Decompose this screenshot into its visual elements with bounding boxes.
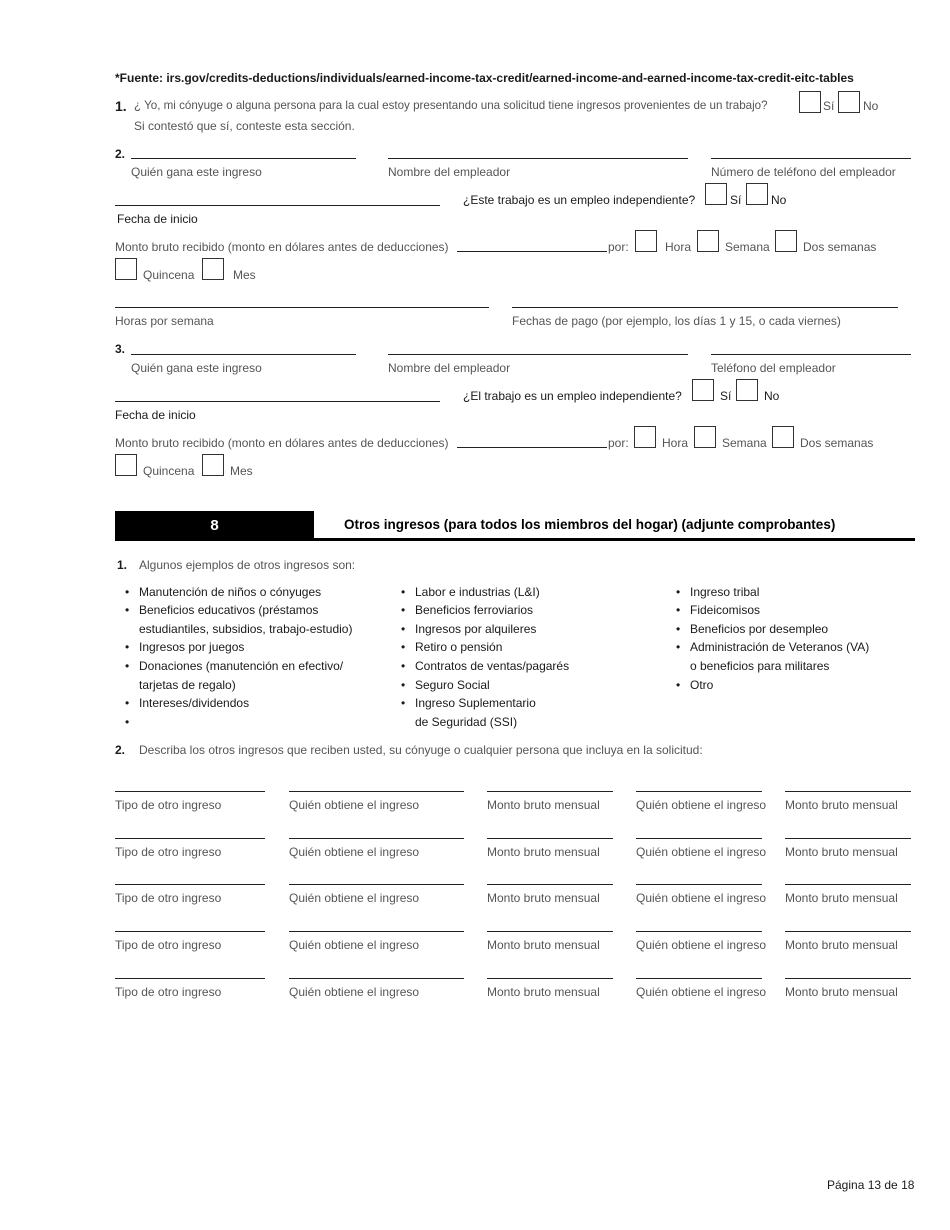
- income-who-2-label: Quién obtiene el ingreso: [636, 798, 767, 812]
- job2-start-date-field[interactable]: [115, 401, 440, 402]
- job2-month-label: Mes: [230, 464, 253, 478]
- income-who-label: Quién obtiene el ingreso: [289, 985, 420, 999]
- list-item: • Administración de Veteranos (VA): [676, 640, 870, 654]
- income-who-2-label: Quién obtiene el ingreso: [636, 938, 767, 952]
- job1-who-label: Quién gana este ingreso: [131, 165, 262, 179]
- section-8-title: Otros ingresos (para todos los miembros del hogar) (adjunte comprobantes): [344, 517, 836, 532]
- income-who-field[interactable]: [289, 978, 464, 979]
- job2-self-employed-question: ¿El trabajo es un empleo independiente?: [463, 389, 682, 403]
- job2-self-no-checkbox[interactable]: [736, 379, 758, 401]
- job2-hour-label: Hora: [662, 436, 689, 450]
- income-amount-label: Monto bruto mensual: [487, 845, 600, 859]
- income-who-2-label: Quién obtiene el ingreso: [636, 891, 767, 905]
- job2-who-field[interactable]: [131, 354, 356, 355]
- list-item: • Beneficios educativos (préstamos: [125, 603, 319, 617]
- job1-pay-dates-label: Fechas de pago (por ejemplo, los días 1 y 15, o cada viernes): [512, 314, 841, 328]
- job1-biweekly-label: Quincena: [143, 268, 195, 282]
- job2-hour-checkbox[interactable]: [634, 426, 656, 448]
- income-who-field[interactable]: [289, 931, 464, 932]
- job1-hours-field[interactable]: [115, 307, 489, 308]
- income-type-label: Tipo de otro ingreso: [115, 845, 222, 859]
- income-who-2-field[interactable]: [636, 978, 762, 979]
- income-amount-2-field[interactable]: [785, 978, 911, 979]
- q1-no-label: No: [863, 99, 879, 113]
- income-amount-2-label: Monto bruto mensual: [785, 938, 898, 952]
- income-amount-label: Monto bruto mensual: [487, 985, 600, 999]
- income-who-label: Quién obtiene el ingreso: [289, 891, 420, 905]
- income-amount-2-field[interactable]: [785, 884, 911, 885]
- job2-employer-field[interactable]: [388, 354, 688, 355]
- list-item: estudiantiles, subsidios, trabajo-estudio): [139, 622, 353, 636]
- list-item: • Ingreso tribal: [676, 585, 760, 599]
- job2-per-label: por:: [608, 436, 629, 450]
- job2-week-checkbox[interactable]: [694, 426, 716, 448]
- job1-employer-label: Nombre del empleador: [388, 165, 511, 179]
- income-who-field[interactable]: [289, 791, 464, 792]
- s8-q1-text: Algunos ejemplos de otros ingresos son:: [139, 558, 356, 572]
- q1-question: ¿ Yo, mi cónyuge o alguna persona para la cual estoy presentando una solicitud tiene ingresos provenientes de un trabajo?: [134, 99, 768, 112]
- job1-week-label: Semana: [725, 240, 770, 254]
- job1-hours-label: Horas por semana: [115, 314, 214, 328]
- job1-hour-checkbox[interactable]: [635, 230, 657, 252]
- job2-start-date-label: Fecha de inicio: [115, 408, 196, 422]
- income-amount-field[interactable]: [487, 791, 613, 792]
- page-number: Página 13 de 18: [827, 1178, 915, 1192]
- job1-self-no-label: No: [771, 193, 787, 207]
- job1-gross-label: Monto bruto recibido (monto en dólares antes de deducciones): [115, 240, 449, 254]
- income-amount-2-label: Monto bruto mensual: [785, 845, 898, 859]
- income-type-field[interactable]: [115, 838, 265, 839]
- q1-yes-label: Sí: [823, 99, 835, 113]
- income-who-2-field[interactable]: [636, 884, 762, 885]
- income-who-2-label: Quién obtiene el ingreso: [636, 985, 767, 999]
- s8-q2-text: Describa los otros ingresos que reciben usted, su cónyuge o cualquier persona que incluya en la solicitud:: [139, 743, 703, 757]
- list-item: • Ingreso Suplementario: [401, 696, 536, 710]
- income-who-2-field[interactable]: [636, 931, 762, 932]
- list-item: • Beneficios por desempleo: [676, 622, 829, 636]
- job1-self-yes-label: Sí: [730, 193, 742, 207]
- job1-self-employed-question: ¿Este trabajo es un empleo independiente?: [463, 193, 696, 207]
- job1-number: 2.: [115, 147, 126, 161]
- income-type-label: Tipo de otro ingreso: [115, 798, 222, 812]
- list-item: • Otro: [676, 678, 714, 692]
- job2-self-yes-checkbox[interactable]: [692, 379, 714, 401]
- job1-who-field[interactable]: [131, 158, 356, 159]
- income-type-label: Tipo de otro ingreso: [115, 938, 222, 952]
- list-item: • Ingresos por juegos: [125, 640, 245, 654]
- income-amount-field[interactable]: [487, 978, 613, 979]
- job2-biweekly-label: Quincena: [143, 464, 195, 478]
- income-amount-2-label: Monto bruto mensual: [785, 985, 898, 999]
- list-item: • Retiro o pensión: [401, 640, 503, 654]
- job1-self-no-checkbox[interactable]: [746, 183, 768, 205]
- q1-yes-checkbox[interactable]: [799, 91, 821, 113]
- income-amount-2-field[interactable]: [785, 791, 911, 792]
- list-item: de Seguridad (SSI): [415, 715, 518, 729]
- job2-two-weeks-label: Dos semanas: [800, 436, 874, 450]
- q1-followup: Si contestó que sí, conteste esta sección.: [134, 119, 355, 133]
- source-label: *Fuente:: [115, 71, 163, 85]
- income-amount-2-label: Monto bruto mensual: [785, 891, 898, 905]
- income-who-label: Quién obtiene el ingreso: [289, 938, 420, 952]
- income-amount-2-label: Monto bruto mensual: [785, 798, 898, 812]
- job2-phone-field[interactable]: [711, 354, 911, 355]
- list-item: • Seguro Social: [401, 678, 490, 692]
- job2-gross-label: Monto bruto recibido (monto en dólares antes de deducciones): [115, 436, 449, 450]
- income-who-2-label: Quién obtiene el ingreso: [636, 845, 767, 859]
- job2-two-weeks-checkbox[interactable]: [772, 426, 794, 448]
- list-item: • Contratos de ventas/pagarés: [401, 659, 570, 673]
- income-amount-field[interactable]: [487, 884, 613, 885]
- job1-start-date-field[interactable]: [115, 205, 440, 206]
- source-url: irs.gov/credits-deductions/individuals/earned-income-tax-credit/earned-income-and-earned-income-tax-credit-eitc-tables: [166, 71, 854, 85]
- income-amount-field[interactable]: [487, 931, 613, 932]
- list-item: tarjetas de regalo): [139, 678, 236, 692]
- list-item: o beneficios para militares: [690, 659, 830, 673]
- job1-phone-label: Número de teléfono del empleador: [711, 165, 896, 179]
- income-amount-label: Monto bruto mensual: [487, 798, 600, 812]
- list-item: • Intereses/dividendos: [125, 696, 250, 710]
- job1-phone-field[interactable]: [711, 158, 911, 159]
- list-item: •: [125, 715, 130, 729]
- job1-week-checkbox[interactable]: [697, 230, 719, 252]
- income-type-label: Tipo de otro ingreso: [115, 985, 222, 999]
- job1-biweekly-checkbox[interactable]: [115, 258, 137, 280]
- job2-number: 3.: [115, 342, 126, 356]
- income-who-field[interactable]: [289, 838, 464, 839]
- source-line: [115, 71, 854, 85]
- job1-hour-label: Hora: [665, 240, 692, 254]
- income-type-field[interactable]: [115, 884, 265, 885]
- income-who-2-field[interactable]: [636, 791, 762, 792]
- income-who-2-field[interactable]: [636, 838, 762, 839]
- list-item: • Fideicomisos: [676, 603, 761, 617]
- job2-biweekly-checkbox[interactable]: [115, 454, 137, 476]
- list-item: • Donaciones (manutención en efectivo/: [125, 659, 344, 673]
- job2-gross-field[interactable]: [457, 447, 607, 448]
- q1-number: 1.: [115, 98, 127, 114]
- job1-gross-field[interactable]: [457, 251, 607, 252]
- job2-week-label: Semana: [722, 436, 767, 450]
- job1-self-yes-checkbox[interactable]: [705, 183, 727, 205]
- job2-self-no-label: No: [764, 389, 780, 403]
- list-item: • Labor e industrias (L&I): [401, 585, 540, 599]
- list-item: • Beneficios ferroviarios: [401, 603, 534, 617]
- list-item: • Manutención de niños o cónyuges: [125, 585, 322, 599]
- income-type-field[interactable]: [115, 931, 265, 932]
- income-amount-label: Monto bruto mensual: [487, 938, 600, 952]
- job1-two-weeks-label: Dos semanas: [803, 240, 877, 254]
- income-amount-2-field[interactable]: [785, 838, 911, 839]
- s8-q1-number: 1.: [117, 558, 128, 572]
- income-type-field[interactable]: [115, 791, 265, 792]
- job2-phone-label: Teléfono del empleador: [711, 361, 836, 375]
- income-type-field[interactable]: [115, 978, 265, 979]
- job2-employer-label: Nombre del empleador: [388, 361, 511, 375]
- job2-self-yes-label: Sí: [720, 389, 732, 403]
- income-who-label: Quién obtiene el ingreso: [289, 845, 420, 859]
- job1-per-label: por:: [608, 240, 629, 254]
- job1-pay-dates-field[interactable]: [512, 307, 898, 308]
- income-who-label: Quién obtiene el ingreso: [289, 798, 420, 812]
- income-amount-label: Monto bruto mensual: [487, 891, 600, 905]
- job2-who-label: Quién gana este ingreso: [131, 361, 262, 375]
- income-amount-2-field[interactable]: [785, 931, 911, 932]
- job1-month-checkbox[interactable]: [202, 258, 224, 280]
- job1-month-label: Mes: [233, 268, 256, 282]
- income-type-label: Tipo de otro ingreso: [115, 891, 222, 905]
- job1-start-date-label: Fecha de inicio: [117, 212, 198, 226]
- job2-month-checkbox[interactable]: [202, 454, 224, 476]
- job1-employer-field[interactable]: [388, 158, 688, 159]
- section-8-header: [115, 511, 915, 541]
- section-8-number: 8: [115, 511, 314, 539]
- list-item: • Ingresos por alquileres: [401, 622, 537, 636]
- s8-q2-number: 2.: [115, 743, 126, 757]
- income-who-field[interactable]: [289, 884, 464, 885]
- income-amount-field[interactable]: [487, 838, 613, 839]
- job1-two-weeks-checkbox[interactable]: [775, 230, 797, 252]
- q1-no-checkbox[interactable]: [838, 91, 860, 113]
